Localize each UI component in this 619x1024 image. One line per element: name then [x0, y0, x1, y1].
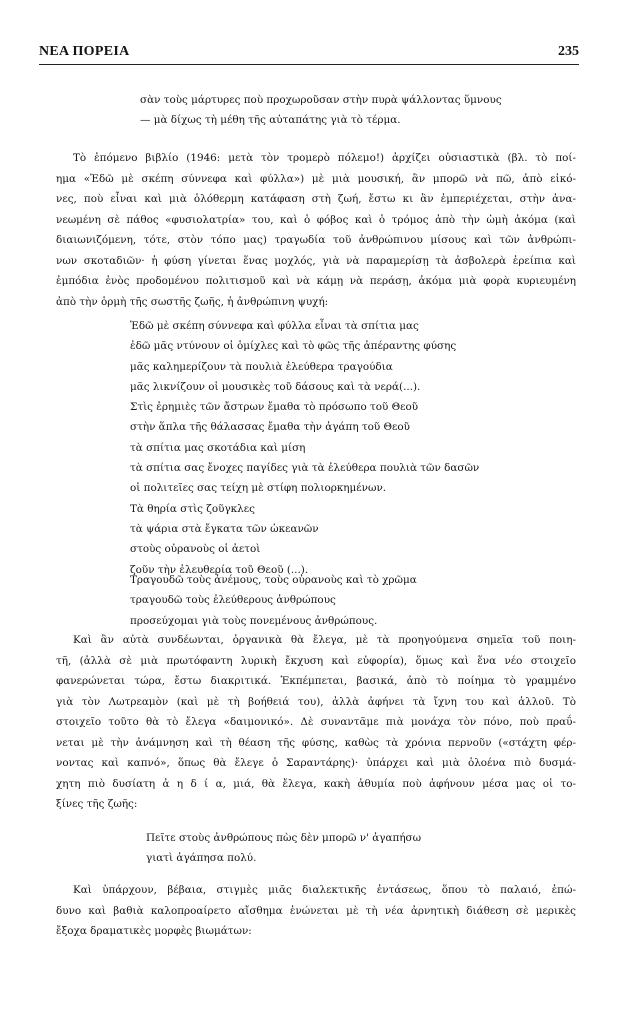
paragraph-1-line: νεωμένη σὲ πάθος «φυσιολατρία» του, καὶ ὁ φόβος καὶ ὁ τρόμος ἀπὸ τὴν ὠμὴ ἀκόμα (καὶ	[56, 213, 576, 226]
poem-1-line: τὰ σπίτια σας ἔνοχες παγίδες γιὰ τὰ ἐλεύθερα πουλιὰ τῶν δασῶν	[130, 462, 480, 475]
paragraph-2-line: στοιχεῖο τοῦτο θὰ τὸ ἔλεγα «δαιμονικό». Δὲ συναντᾶμε πιὰ μονάχα τὸν πόνο, ποὺ πραΰ-	[56, 716, 576, 728]
poem-3-line: γιατὶ ἀγάπησα πολύ.	[146, 852, 257, 865]
poem-1-line: Τὰ θηρία στὶς ζοῦγκλες	[130, 502, 255, 515]
poem-1-line: τὰ ψάρια στὰ ἔγκατα τῶν ὠκεανῶν	[130, 522, 319, 535]
poem-excerpt-1	[130, 316, 479, 580]
paragraph-2-line: χητη πιὸ δυσίατη ἀ η δ ί α, μιά, θὰ ἔλεγα, κακὴ ἀθυμία ποὺ ἀφήνουν μέσα μας οἱ το-	[56, 777, 576, 790]
poem-1-line: μᾶς καλημερίζουν τὰ πουλιὰ ἐλεύθερα τραγούδια	[130, 360, 393, 373]
paragraph-2-line: νεται μὲ τὴν ἀνάμνηση καὶ τὴ θέαση τῆς φύσης, καθὼς τὰ χρόνια περνοῦν («στάχτη φέρ-	[56, 736, 576, 749]
paragraph-1-line: ημα «Ἐδῶ μὲ σκέπη σύννεφα καὶ φύλλα») μὲ μιὰ μουσική, ἂν μπορῶ νὰ πῶ, ἀπὸ εἰκό-	[56, 172, 576, 185]
paragraph-1-line: διαιωνιζόμενη, τότε, στὸν τόπο μας) τραγωδία τοῦ ἀνθρώπινου μίσους καὶ τῶν ἀνθρώπι-	[56, 234, 576, 246]
poem-1-line: Ἐδῶ μὲ σκέπη σύννεφα καὶ φύλλα εἶναι τὰ σπίτια μας	[130, 320, 419, 332]
poem-1-line: οἱ πολιτεῖες σας τείχη μὲ στίφη πολιορκημένων.	[130, 482, 387, 495]
paragraph-3	[56, 880, 576, 942]
paragraph-2-line: τῆ, (ἀλλὰ σὲ μιὰ πρωτόφαντη λυρικὴ ἔκχυση καὶ εὐφορία), ὅμως καὶ ἕνα νέο στοιχεῖο	[56, 654, 576, 667]
paragraph-3-line: δυνο καὶ βαθιὰ καλοπροαίρετο αἴσθημα ἑνώνεται μὲ τὴ νέα ἀρνητικὴ διάθεση σὲ μερικὲς	[56, 904, 576, 917]
paragraph-2	[56, 630, 576, 815]
poem-1-line: στοὺς οὐρανοὺς οἱ ἀετοὶ	[130, 543, 261, 556]
poem-1-line: μᾶς λικνίζουν οἱ μουσικὲς τοῦ δάσους καὶ τὰ νερά(...).	[130, 380, 421, 393]
paragraph-2-line: γιὰ τὸν Λωτρεαμὸν (καὶ μὲ τὴ βοήθειά του), ἀλλὰ ἀφήνει τὰ ἴχνη του καὶ ἀλλοῦ. Τὸ	[56, 695, 576, 708]
poem-1-line: Στὶς ἐρημιὲς τῶν ἄστρων ἔμαθα τὸ πρόσωπο τοῦ Θεοῦ	[130, 401, 419, 414]
paragraph-2-line: Καὶ ἂν αὐτὰ συνδέωνται, ὀργανικὰ θὰ ἔλεγα, μὲ τὰ προηγούμενα σημεῖα τοῦ ποιη-	[73, 634, 576, 646]
paragraph-1-line: νων σκοταδιῶν· ἡ φύση γίνεται ἕνας μοχλός, γιὰ νὰ παραμερίσῃ τὰ ἀσβολερὰ ἐρείπια καὶ	[56, 254, 576, 267]
paragraph-1	[56, 148, 576, 312]
running-title: ΝΕΑ ΠΟΡΕΙΑ	[39, 44, 130, 59]
opening-line-2: — μὰ δίχως τὴ μέθη τῆς αὐταπάτης γιὰ τὸ τέρμα.	[140, 114, 401, 126]
poem-excerpt-2	[130, 570, 417, 631]
paragraph-3-line: ἔξοχα δραματικὲς μορφὲς βιωμάτων:	[56, 925, 252, 937]
poem-2-line: τραγουδῶ τοὺς ἐλεύθερους ἀνθρώπους	[130, 594, 336, 607]
poem-1-line: στὴν ἅπλα τῆς θάλασσας ἔμαθα τὴν ἀγάπη τοῦ Θεοῦ	[130, 421, 410, 434]
poem-2-line: Τραγουδῶ τοὺς ἀνέμους, τοὺς οὐρανοὺς καὶ τὸ χρῶμα	[130, 574, 417, 586]
paragraph-2-line: φανερώνεται τώρα, ἔστω διακριτικά. Ἐκπέμπεται, βασικά, ἀπὸ τὸ ποίημα τὸ γραμμένο	[56, 675, 576, 687]
paragraph-1-line: ἐμπόδια ἑνὸς προδομένου πολιτισμοῦ καὶ νὰ κάμῃ νὰ περάσῃ, ἀκόμα μιὰ φορὰ κυριευμένη	[56, 275, 576, 287]
paragraph-2-line: ξίνες τῆς ζωῆς:	[56, 798, 138, 810]
poem-3-line: Πεῖτε στοὺς ἀνθρώπους πὼς δὲν μπορῶ ν' ἀγαπήσω	[146, 832, 422, 844]
poem-1-line: τὰ σπίτια μας σκοτάδια καὶ μίση	[130, 441, 306, 454]
paragraph-1-line: ἀπὸ τὴν ὁρμὴ τῆς σωστῆς ζωῆς, ἡ ἀνθρώπινη ψυχή:	[56, 295, 329, 308]
poem-1-line: ζοῦν τὴν ἐλευθερία τοῦ Θεοῦ (...).	[130, 563, 309, 576]
opening-line-1: σὰν τοὺς μάρτυρες ποὺ προχωροῦσαν στὴν πυρὰ ψάλλοντας ὕμνους	[140, 94, 502, 106]
paragraph-3-line: Καὶ ὑπάρχουν, βέβαια, στιγμὲς μιᾶς διαλεκτικῆς ἐντάσεως, ὅπου τὸ παλαιό, ἐπώ-	[73, 884, 576, 896]
paragraph-1-line: νες, ποὺ εἶναι καὶ μιὰ ὁλόθερμη κατάφαση στὴ ζωή, ἔστω κι ἂν ἐμπεριέχεται, στὴν ἀνα-	[56, 193, 576, 205]
paragraph-2-line: νοντας καὶ καπνό», ὅπως θὰ ἔλεγε ὁ Σαραντάρης)· ὑπάρχει καὶ μιὰ ὁλοένα πιὸ δυσμά-	[56, 757, 576, 769]
page-header	[39, 44, 579, 65]
page-number: 235	[558, 44, 579, 59]
poem-2-line: προσεύχομαι γιὰ τοὺς πονεμένους ἀνθρώπους.	[130, 614, 378, 627]
poem-1-line: ἐδῶ μᾶς ντύνουν οἱ ὁμίχλες καὶ τὸ φῶς τῆς ἀπέραντης φύσης	[130, 340, 457, 353]
paragraph-1-line: Τὸ ἑπόμενο βιβλίο (1946: μετὰ τὸν τρομερὸ πόλεμο!) ἀρχίζει οὐσιαστικὰ (βλ. τὸ ποί-	[73, 152, 576, 164]
poem-excerpt-3	[146, 828, 421, 869]
